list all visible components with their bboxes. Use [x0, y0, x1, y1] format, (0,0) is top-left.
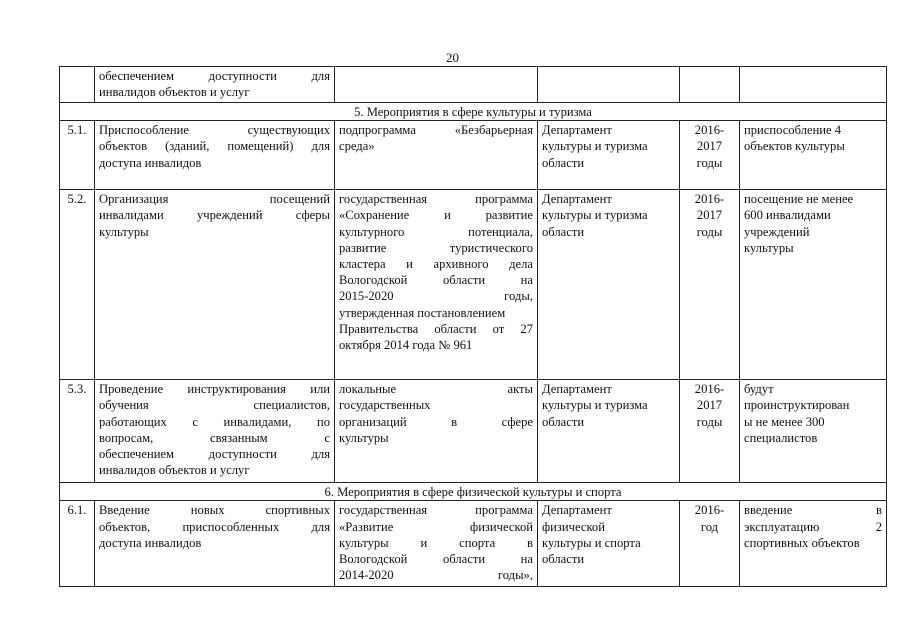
basis-line: культуры и спорта в [339, 535, 533, 550]
executor-line: области [542, 155, 585, 170]
years-line: годы [696, 224, 723, 239]
executor-line: культуры и туризма [542, 398, 648, 413]
years-line: 2017 [696, 208, 723, 223]
cell-years [680, 67, 740, 103]
cell-measure [95, 190, 335, 380]
result-line: специалистов [744, 430, 818, 445]
cell-measure [95, 67, 335, 103]
basis-line: развитие туристического [339, 240, 533, 255]
basis-line: утвержденная [339, 305, 415, 320]
row-number: 5.3. [60, 380, 95, 483]
cell-basis [335, 190, 538, 380]
executor-line: Департамент [542, 192, 612, 207]
years-line: год [700, 519, 719, 534]
executor-line: области [542, 414, 585, 429]
cell-years [680, 121, 740, 190]
result-line: проинструктирован [744, 398, 850, 413]
basis-line: государственных [339, 398, 431, 413]
executor-line: Департамент [542, 503, 612, 518]
basis-line: организаций в сфере [339, 414, 533, 429]
years-line: 2016- [694, 503, 725, 518]
table-row [60, 501, 887, 587]
years-line: 2017 [696, 139, 723, 154]
basis-line: государственная программа [339, 503, 533, 518]
basis-line: культуры [339, 430, 389, 445]
measure-line: доступа инвалидов [99, 535, 202, 550]
years-line: 2016- [694, 192, 725, 207]
result-line: спортивных [744, 535, 809, 550]
section-header-row [60, 103, 887, 121]
cell-years [680, 380, 740, 483]
result-line: посещение не менее [744, 192, 854, 207]
executor-line: физической [542, 519, 605, 534]
years-line: 2016- [694, 382, 725, 397]
basis-line: государственная программа [339, 192, 533, 207]
measure-line: Организация посещений [99, 192, 330, 207]
years-line: 2016- [694, 123, 725, 138]
cell-result [740, 190, 887, 380]
cell-executor [538, 121, 680, 190]
result-line: ы не менее 300 [744, 414, 825, 429]
measure-line: доступа инвалидов [99, 155, 202, 170]
measure-line: объектов (зданий, помещений) для [99, 139, 330, 154]
years-line: 2017 [696, 398, 723, 413]
result-line: будут [744, 382, 774, 397]
cell-executor [538, 501, 680, 587]
executor-line: культуры и спорта [542, 535, 641, 550]
basis-line: кластера и архивного дела [339, 257, 533, 272]
cell-result [740, 380, 887, 483]
cell-years [680, 190, 740, 380]
basis-line: 2015-2020 годы, [339, 289, 533, 304]
cell-basis [335, 121, 538, 190]
measure-line: инвалидов объектов и услуг [99, 463, 250, 478]
measure-line: инвалидами учреждений сферы [99, 208, 330, 223]
cell-executor [538, 190, 680, 380]
result-line: объектов культуры [744, 139, 845, 154]
result-line: эксплуатацию 2 [744, 519, 882, 534]
basis-line: культурного потенциала, [339, 224, 533, 239]
section-header-row [60, 483, 887, 501]
measure-line: инвалидов объектов и услуг [99, 85, 250, 100]
executor-line: Департамент [542, 382, 612, 397]
continuation-row [60, 67, 887, 103]
cell-basis [335, 380, 538, 483]
cell-measure [95, 501, 335, 587]
result-line: культуры [744, 240, 794, 255]
page-number: 20 [446, 50, 459, 65]
basis-line: постановлением [417, 305, 506, 320]
executor-line: Департамент [542, 123, 612, 138]
cell-result [740, 501, 887, 587]
measure-line: культуры [99, 224, 149, 239]
section-6-title: 6. Мероприятия в сфере физической культуры и спорта [60, 483, 887, 501]
cell-basis [335, 501, 538, 587]
row-number: 6.1. [60, 501, 95, 587]
basis-line: октября 2014 года № 961 [339, 338, 473, 353]
cell-years [680, 501, 740, 587]
cell-result [740, 121, 887, 190]
years-line: годы [696, 155, 723, 170]
basis-line: локальные акты [339, 382, 533, 397]
table-row [60, 190, 887, 380]
measure-line: обеспечением доступности для [99, 69, 330, 83]
measure-line: Введение новых спортивных [99, 503, 330, 518]
measure-line: объектов, приспособленных для [99, 519, 330, 534]
cell-measure [95, 121, 335, 190]
row-number: 5.1. [60, 121, 95, 190]
basis-line: среда» [339, 139, 375, 154]
table-row [60, 380, 887, 483]
measure-line: Проведение инструктирования или [99, 382, 330, 397]
section-5-title: 5. Мероприятия в сфере культуры и туризма [60, 103, 887, 121]
basis-line: Вологодской области на [339, 273, 533, 288]
row-number: 5.2. [60, 190, 95, 380]
executor-line: области [542, 224, 585, 239]
basis-line: «Развитие физической [339, 519, 533, 534]
executor-line: культуры и туризма [542, 139, 648, 154]
executor-line: области [542, 552, 585, 567]
result-line: учреждений [744, 224, 810, 239]
basis-line: «Сохранение и развитие [339, 208, 533, 223]
measure-line: работающих с инвалидами, по [99, 414, 330, 429]
years-line: годы [696, 414, 723, 429]
basis-line: Вологодской области на [339, 552, 533, 567]
result-line: объектов [811, 535, 860, 550]
measures-table [59, 66, 887, 587]
measure-line: обучения специалистов, [99, 398, 330, 413]
basis-line: 2014-2020 годы», [339, 568, 533, 583]
measure-line: Приспособление существующих [99, 123, 330, 138]
cell-result [740, 67, 887, 103]
result-line: приспособление 4 [744, 123, 842, 138]
cell-num [60, 67, 95, 103]
cell-executor [538, 67, 680, 103]
result-line: 600 инвалидами [744, 208, 831, 223]
cell-executor [538, 380, 680, 483]
measure-line: обеспечением доступности для [99, 447, 330, 462]
table-row [60, 121, 887, 190]
basis-line: Правительства области от 27 [339, 321, 533, 336]
result-line: введение в [744, 503, 882, 518]
basis-line: подпрограмма «Безбарьерная [339, 123, 533, 138]
measure-line: вопросам, связанным с [99, 430, 330, 445]
executor-line: культуры и туризма [542, 208, 648, 223]
cell-measure [95, 380, 335, 483]
cell-basis [335, 67, 538, 103]
